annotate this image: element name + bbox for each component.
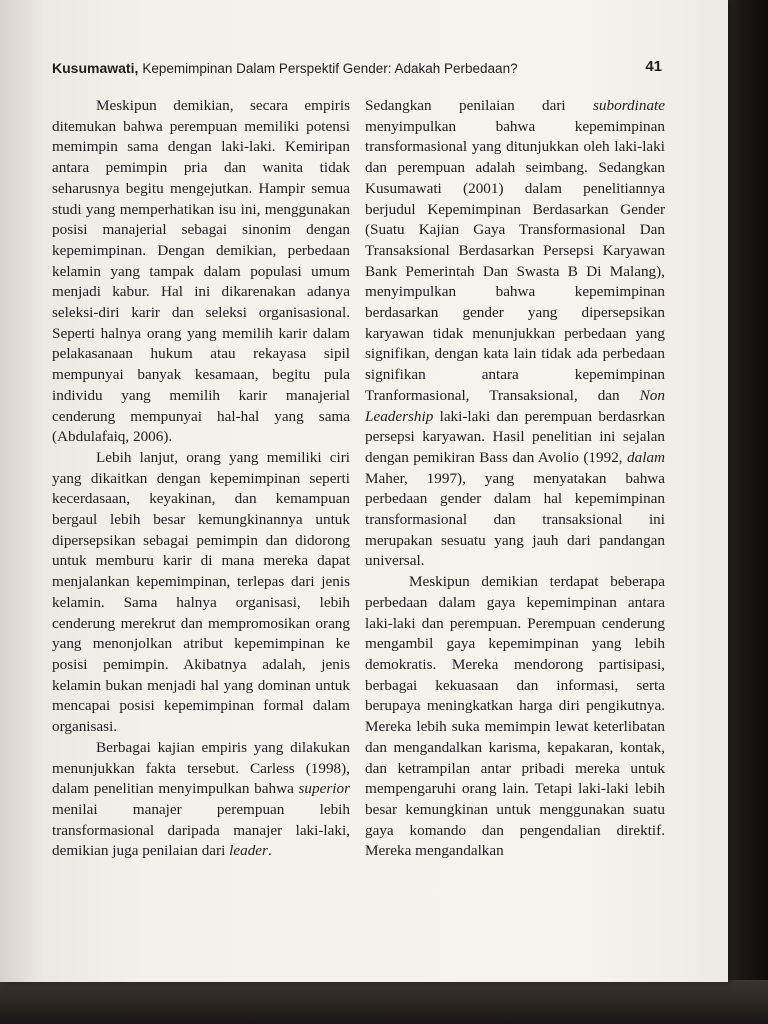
running-header	[52, 60, 662, 80]
italic-term: subordinate	[593, 97, 665, 114]
italic-term: superior	[298, 780, 350, 798]
text-run: .	[267, 842, 272, 860]
header-author: Kusumawati,	[52, 60, 139, 76]
italic-term: dalam	[627, 448, 665, 466]
text-run: Berbagai kajian empiris yang dilakukan menunjukkan fakta tersebut. Carless (1998), dalam penelitian menyimpulkan bahwa	[52, 738, 350, 798]
paragraph	[365, 96, 665, 572]
italic-term: leader	[229, 842, 268, 860]
paragraph: Meskipun demikian terdapat beberapa perbedaan dalam gaya kepemimpinan antara laki-laki dan perempuan. Perempuan cenderung mengambil gaya kepemimpinan yang lebih demokratis. Mereka mendorong partisipasi, berbagai kekuasaan dan informasi, serta berupaya meningkatkan harga diri pengikutnya. Mereka lebih suka memimpin lewat keterlibatan dan mengandalkan karisma, kepakaran, kontak, dan ketrampilan antar pribadi mereka untuk mempengaruhi orang lain. Tetapi laki-laki lebih besar kemungkinan untuk menggunakan suatu gaya komando dan pengendalian direktif. Mereka mengandalkan	[365, 573, 665, 860]
header-title: Kepemimpinan Dalam Perspektif Gender: Adakah Perbedaan?	[142, 61, 518, 76]
page-number: 41	[645, 58, 662, 75]
text-run: Maher, 1997), yang menyatakan bahwa perbedaan gender dalam hal kepemimpinan transformasional dan transaksional ini merupakan sesuatu yang jauh dari pandangan universal.	[365, 469, 665, 570]
paragraph	[52, 738, 350, 862]
text-run: menilai manajer perempuan lebih transformasional daripada manajer laki-laki, demikian juga penilaian dari	[52, 800, 350, 860]
text-run: Sedangkan penilaian dari	[365, 97, 593, 114]
italic-term: Non Leadership	[365, 386, 665, 425]
paragraph: Meskipun demikian, secara empiris ditemukan bahwa perempuan memiliki potensi memimpin sama dengan laki-laki. Kemiripan antara pemimpin pria dan wanita tidak seharusnya begitu mengejutkan. Hampir semua studi yang memperhatikan isu ini, menggunakan posisi manajerial sebagai sinonim dengan kepemimpinan. Dengan demikian, perbedaan kelamin yang tampak dalam populasi umum menjadi kabur. Hal ini dikarenakan adanya seleksi-diri karir dan seleksi organisasional. Seperti halnya orang yang memilih karir dalam pelakasanaan hukum atau rekayasa sipil mempunyai banyak kesamaan, begitu pula individu yang memilih karir manajerial cenderung mempunyai hal-hal yang sama (Abdulafaiq, 2006).	[52, 97, 350, 446]
paragraph: Lebih lanjut, orang yang memiliki ciri yang dikaitkan dengan kepemimpinan seperti kecerdasaan, keyakinan, dan kemampuan bergaul lebih besar kemungkinannya untuk dipersepsikan sebagai pemimpin dan didorong untuk memburu karir di mana mereka dapat menjalankan kepemimpinan, terlepas dari jenis kelamin. Sama halnya organisasi, lebih cenderung merekrut dan mempromosikan orang yang menonjolkan atribut kepemimpinan ke posisi pemimpin. Akibatnya adalah, jenis kelamin bukan menjadi hal yang dominan untuk mencapai posisi kepemimpinan formal dalam organisasi.	[52, 448, 350, 736]
right-column	[365, 96, 665, 862]
text-run: laki-laki dan perempuan berdasrkan persepsi karyawan. Hasil penelitian ini sejalan dengan pemikiran Bass dan Avolio (1992,	[365, 407, 665, 466]
left-column	[52, 96, 350, 862]
background-bottom	[0, 980, 768, 1024]
text-run: menyimpulkan bahwa kepemimpinan transformasional yang ditunjukkan oleh laki-laki dan perempuan adalah seimbang. Sedangkan Kusumawati (2001) dalam penelitiannya berjudul Kepemimpinan Berdasarkan Gender (Suatu Kajian Gaya Transformasional Dan Transaksional Berdasarkan Persepsi Karyawan Bank Pemerintah Dan Swasta B Di Malang), menyimpulkan bahwa kepemimpinan berdasarkan gender yang dipersepsikan karyawan tidak menunjukkan perbedaan yang signifikan, dengan kata lain tidak ada perbedaan signifikan antara kepemimpinan Tranformasional, Transaksional, dan	[365, 117, 665, 404]
